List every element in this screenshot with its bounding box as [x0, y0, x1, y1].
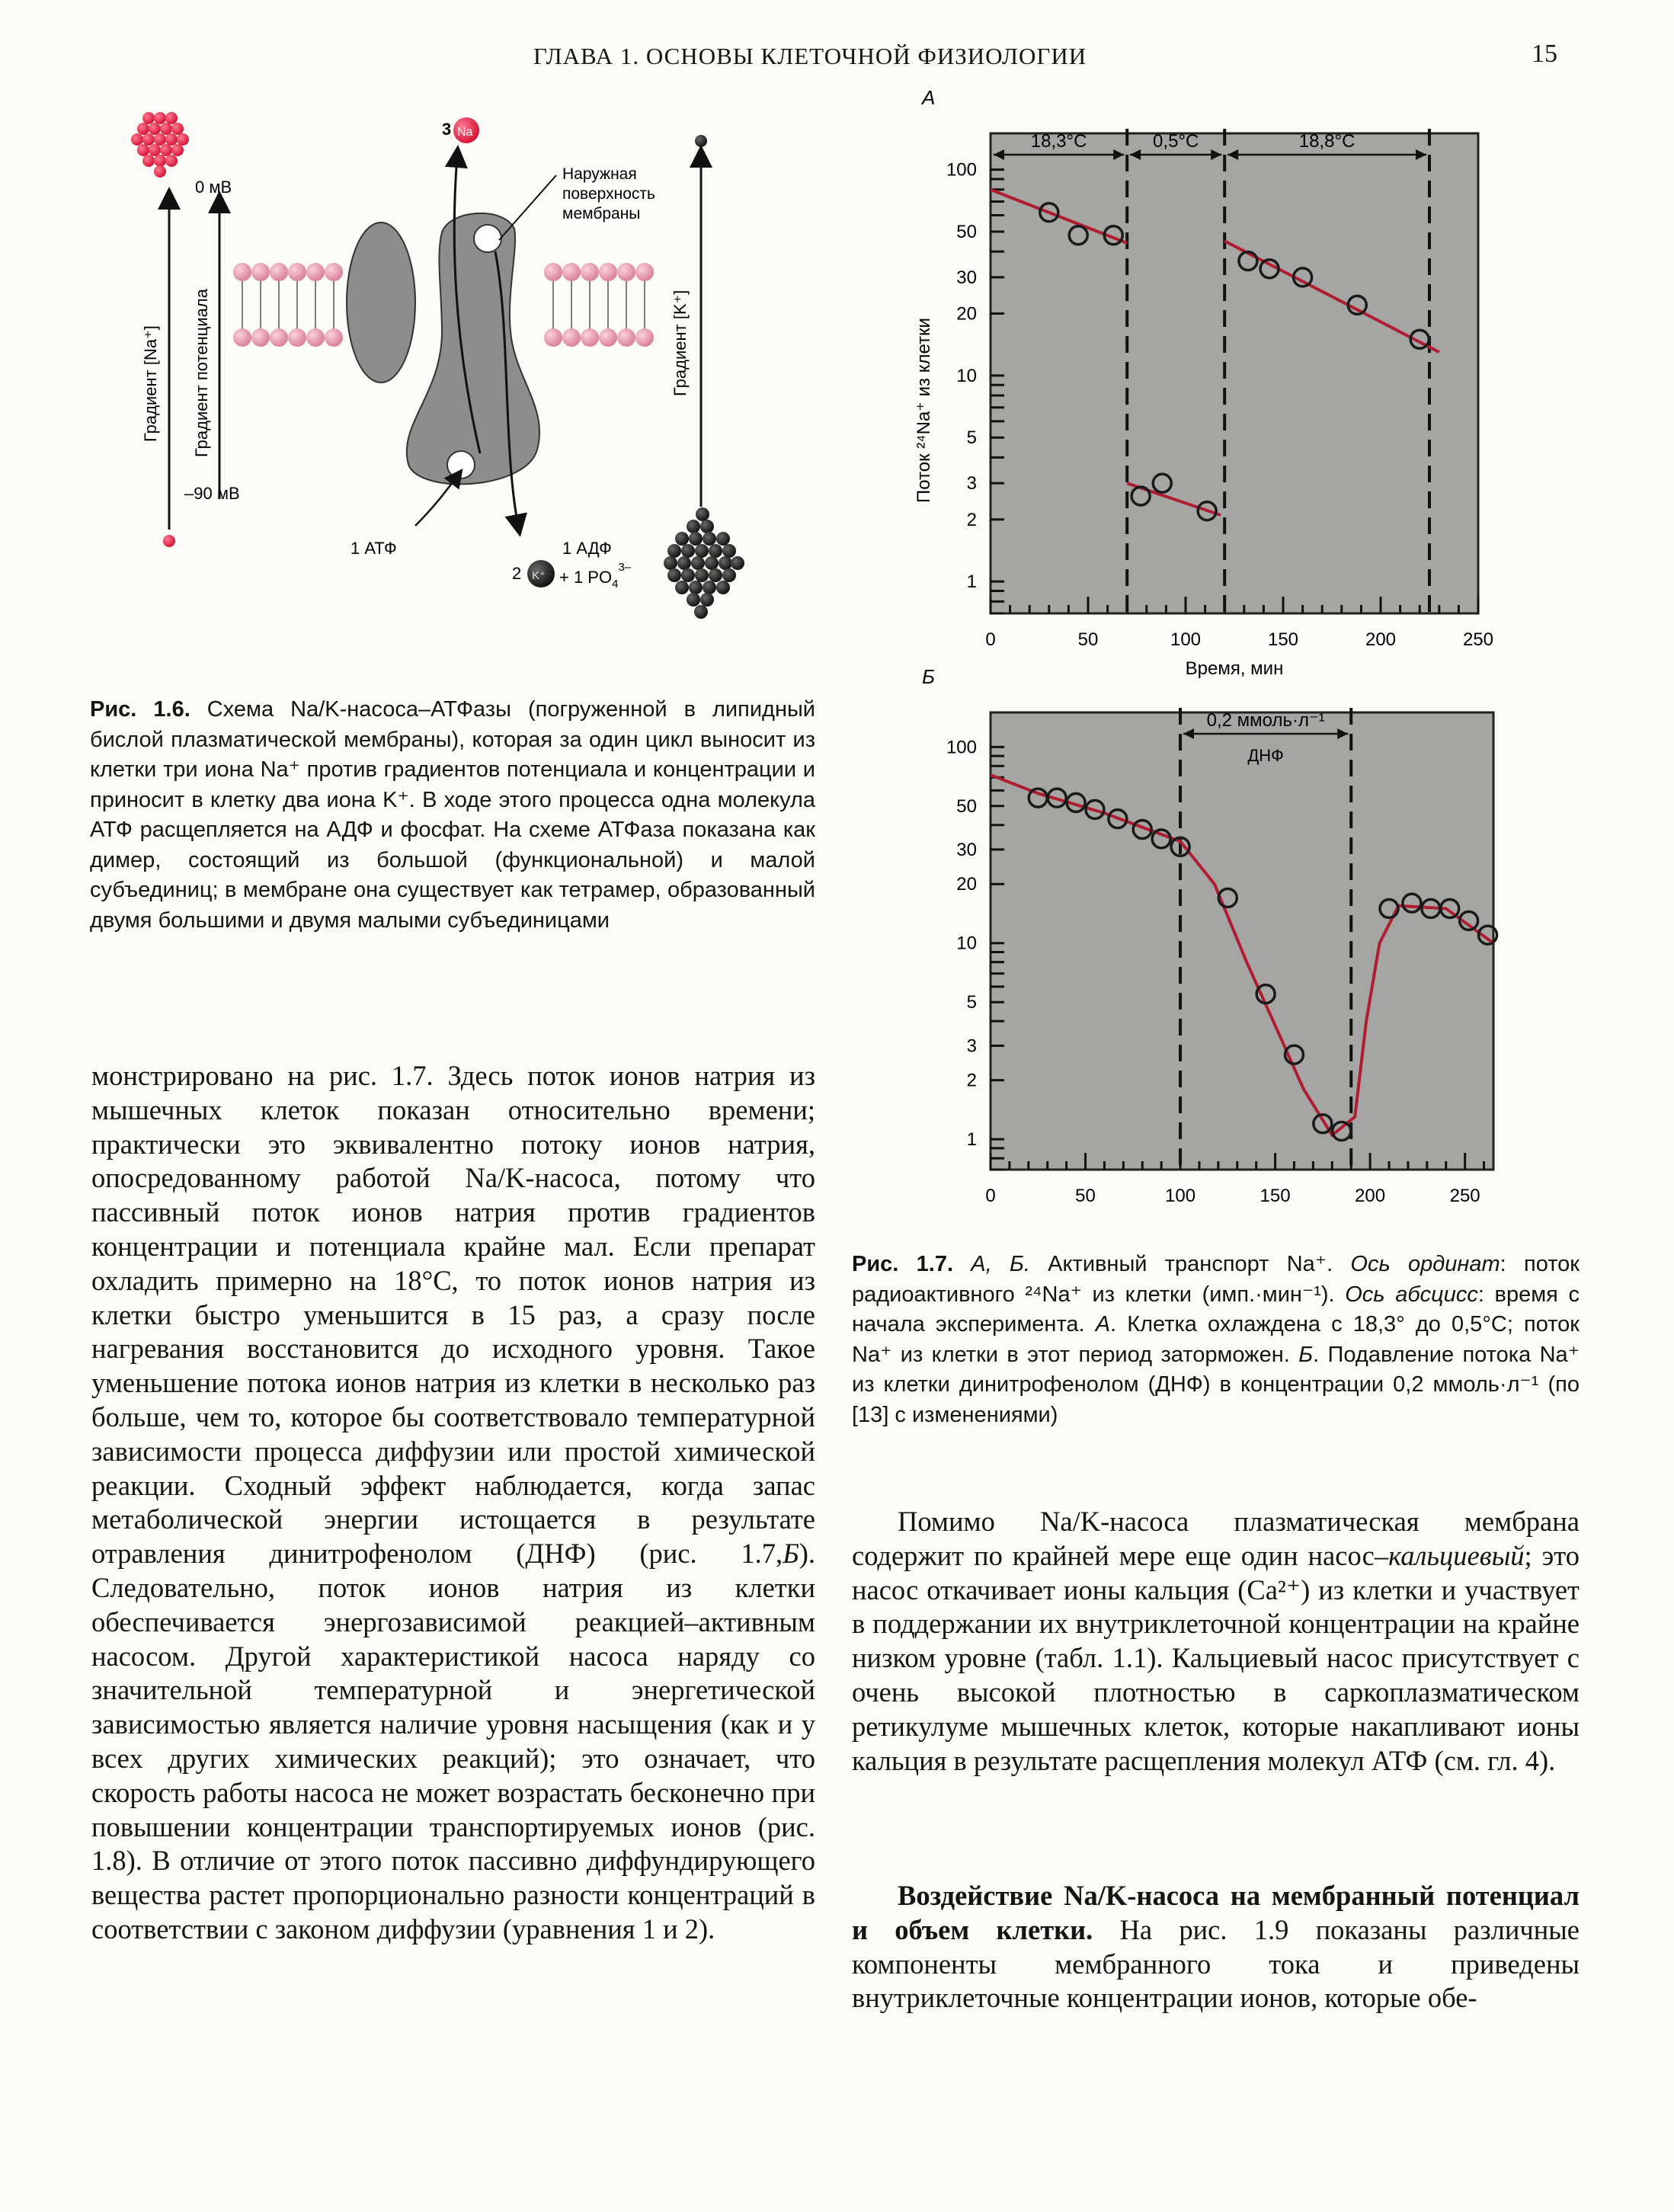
x-axis-label: Время, мин: [1185, 658, 1284, 679]
x-tick-label: 50: [1075, 1186, 1096, 1206]
paragraph: Воздействие Na/K-насоса на мембранный потенциал и объем клетки. На рис. 1.9 показаны различные компоненты мембранного тока и приведены внутриклеточные концентрации ионов, которые обе-: [852, 1880, 1580, 2014]
left-column-text: [91, 1059, 815, 1947]
panel-label: Б: [922, 665, 935, 688]
x-tick-label: 100: [1165, 1186, 1196, 1206]
y-tick-label: 20: [956, 874, 977, 895]
band-label: 0,5°C: [1153, 131, 1199, 152]
label-atp: 1 АТФ: [350, 539, 397, 558]
y-tick-label: 10: [956, 365, 977, 386]
outer-surface-line3: мембраны: [562, 205, 641, 222]
figure-1-6-caption: [90, 695, 815, 936]
fig16-caption-label: Рис. 1.6.: [90, 697, 190, 722]
y-tick-label: 5: [966, 427, 977, 449]
label-minus90mv: –90 мВ: [184, 484, 240, 503]
k-cluster-icon: [664, 507, 744, 619]
panel-label: А: [922, 86, 936, 109]
band-label: 0,2 ммоль·л⁻¹: [1206, 710, 1325, 731]
y-tick-label: 2: [966, 1070, 977, 1091]
y-tick-label: 1: [966, 1129, 977, 1151]
x-tick-label: 50: [1077, 629, 1099, 650]
x-tick-label: 200: [1365, 629, 1397, 650]
label-2k-count: 2: [512, 564, 522, 583]
fig17-caption-label: Рис. 1.7.: [852, 1252, 954, 1276]
figure-1-7-caption: Рис. 1.7. А, Б. Активный транспорт Na⁺. Ось ординат: поток радиоактивного ²⁴Na⁺ из клетки (имп.·мин⁻¹). Ось абсцисс: время с начала эксперимента. А. Клетка охлаждена с 18,3° до 0,5°C; поток Na⁺ из клетки в этот период заторможен. Б. Подавление потока Na⁺ из клетки динитрофенолом (ДНФ) в концентрации 0,2 ммоль·л⁻¹ (по [13] с изменениями): [852, 1252, 1580, 1427]
y-tick-label: 100: [946, 159, 977, 181]
label-3na-count: 3: [442, 120, 452, 139]
y-tick-label: 5: [966, 992, 977, 1013]
y-tick-label: 30: [956, 267, 977, 288]
figure-1-6: [122, 103, 792, 667]
x-tick-label: 100: [1170, 629, 1202, 650]
y-tick-label: 100: [946, 737, 977, 758]
svg-text:Наружная поверхность: [562, 165, 660, 222]
y-tick-label: 3: [966, 473, 977, 495]
x-tick-label: 250: [1462, 629, 1494, 650]
chart-a: [891, 86, 1524, 682]
y-tick-label: 20: [956, 303, 977, 325]
x-tick-label: 0: [985, 1186, 996, 1206]
label-po4: + 1 $PO_4^{3-}$: [559, 561, 632, 591]
na-single-icon: [163, 535, 175, 547]
figure-1-7a: [891, 86, 1524, 682]
page-header: [0, 40, 1674, 81]
label-na: Na: [457, 126, 473, 139]
label-adp: 1 АДФ: [562, 539, 612, 558]
label-k: K⁺: [532, 569, 546, 582]
x-tick-label: 250: [1449, 1186, 1480, 1206]
paragraph: Помимо Na/K-насоса плазматическая мембрана содержит по крайней мере еще один насос–кальциевый; это насос откачивает ионы кальция (Ca²⁺) из клетки и участвует в поддержании их внутриклеточной концентрации на крайне низком уровне (табл. 1.1). Кальциевый насос присутствует с очень высокой плотностью в саркоплазматическом ретикулуме мышечных клеток, которые накапливают ионы кальция в результате расщепления молекул АТФ (см. гл. 4).: [852, 1506, 1580, 1776]
right-column-text-2: [852, 1879, 1580, 2015]
y-tick-label: 30: [956, 839, 977, 860]
outer-surface-line1: Наружная: [562, 165, 637, 183]
outer-surface-line2: поверхность: [562, 185, 655, 203]
x-tick-label: 0: [985, 629, 996, 650]
section-heading: Воздействие Na/K-насоса на мембранный потенциал и объем клетки.: [852, 1880, 1580, 1945]
label-0mv: 0 мВ: [195, 178, 232, 197]
x-tick-label: 150: [1260, 1186, 1291, 1206]
y-tick-label: 10: [956, 933, 977, 954]
x-tick-label: 150: [1267, 629, 1299, 650]
y-tick-label: 50: [956, 221, 977, 242]
gradient-na-label: Градиент [Na⁺]: [141, 325, 160, 442]
x-tick-label: 200: [1355, 1186, 1386, 1206]
gradient-k-label: Градиент [K⁺]: [671, 290, 690, 396]
running-head: ГЛАВА 1. ОСНОВЫ КЛЕТОЧНОЙ ФИЗИОЛОГИИ: [533, 43, 1087, 69]
small-subunit: [347, 222, 415, 383]
plot-area: [991, 133, 1478, 613]
plot-area: [991, 712, 1493, 1170]
y-axis-label: Поток ²⁴Na⁺ из клетки: [914, 318, 934, 503]
na-k-pump-diagram: [122, 103, 792, 667]
na-cluster-icon: [131, 112, 189, 178]
page-number: 15: [1532, 40, 1557, 68]
band-label: 18,8°C: [1298, 131, 1356, 152]
fig16-caption-text: Схема Na/K-насоса–АТФазы (погруженной в липидный бислой плазматической мембраны), которая за один цикл выносит из клетки три иона Na⁺ против градиентов потенциала и концентрации и приносит в клетку два иона K⁺. В ходе этого процесса одна молекула АТФ расщепляется на АДФ и фосфат. На схеме АТФаза показана как димер, состоящий из большой (функциональной) и малой субъединиц; в мембране она существует как тетрамер, образованный двумя большими и двумя малыми субъединицами: [90, 697, 815, 933]
paragraph: монстрировано на рис. 1.7. Здесь поток ионов натрия из мышечных клеток показан относительно времени; практически это эквивалентно потоку ионов натрия, опосредованному работой Na/K-насоса, потому что пассивный поток ионов натрия против градиентов концентрации и потенциала крайне мал. Если препарат охладить примерно на 18°С, то поток ионов натрия из клетки быстро уменьшится в 15 раз, а сразу после нагревания восстановится до исходного уровня. Такое уменьшение потока ионов натрия из клетки в несколько раз больше, чем то, которое бы соответствовало температурной зависимости процесса диффузии или простой химической реакции. Сходный эффект наблюдается, когда запас метаболической энергии истощается в результате отравления динитрофенолом (ДНФ) (рис. 1.7,Б). Следовательно, поток ионов натрия из клетки обеспечивается энергозависимой реакцией–активным насосом. Другой характеристикой насоса наряду со значительной температурной и энергетической зависимостью является наличие уровня насыщения (как и у всех других химических реакций); это означает, что скорость работы насоса не может возрастать бесконечно при повышении концентрации транспортируемых ионов (рис. 1.8). В отличие от этого поток пассивно диффундирующего вещества растет пропорционально разности концентраций в соответствии с законом диффузии (уравнения 1 и 2).: [91, 1060, 815, 1945]
y-tick-label: 2: [966, 509, 977, 530]
k-single-icon: [695, 135, 707, 147]
right-column-text-1: [852, 1505, 1580, 1778]
gradient-potential-label: Градиент потенциала: [192, 289, 211, 457]
band-label: 18,3°C: [1030, 131, 1087, 152]
fig17-caption-panels: А, Б.: [953, 1252, 1030, 1276]
y-tick-label: 50: [956, 795, 977, 817]
band-sublabel: ДНФ: [1247, 746, 1284, 765]
y-tick-label: 1: [966, 571, 977, 593]
large-subunit: [407, 213, 539, 485]
y-tick-label: 3: [966, 1036, 977, 1057]
